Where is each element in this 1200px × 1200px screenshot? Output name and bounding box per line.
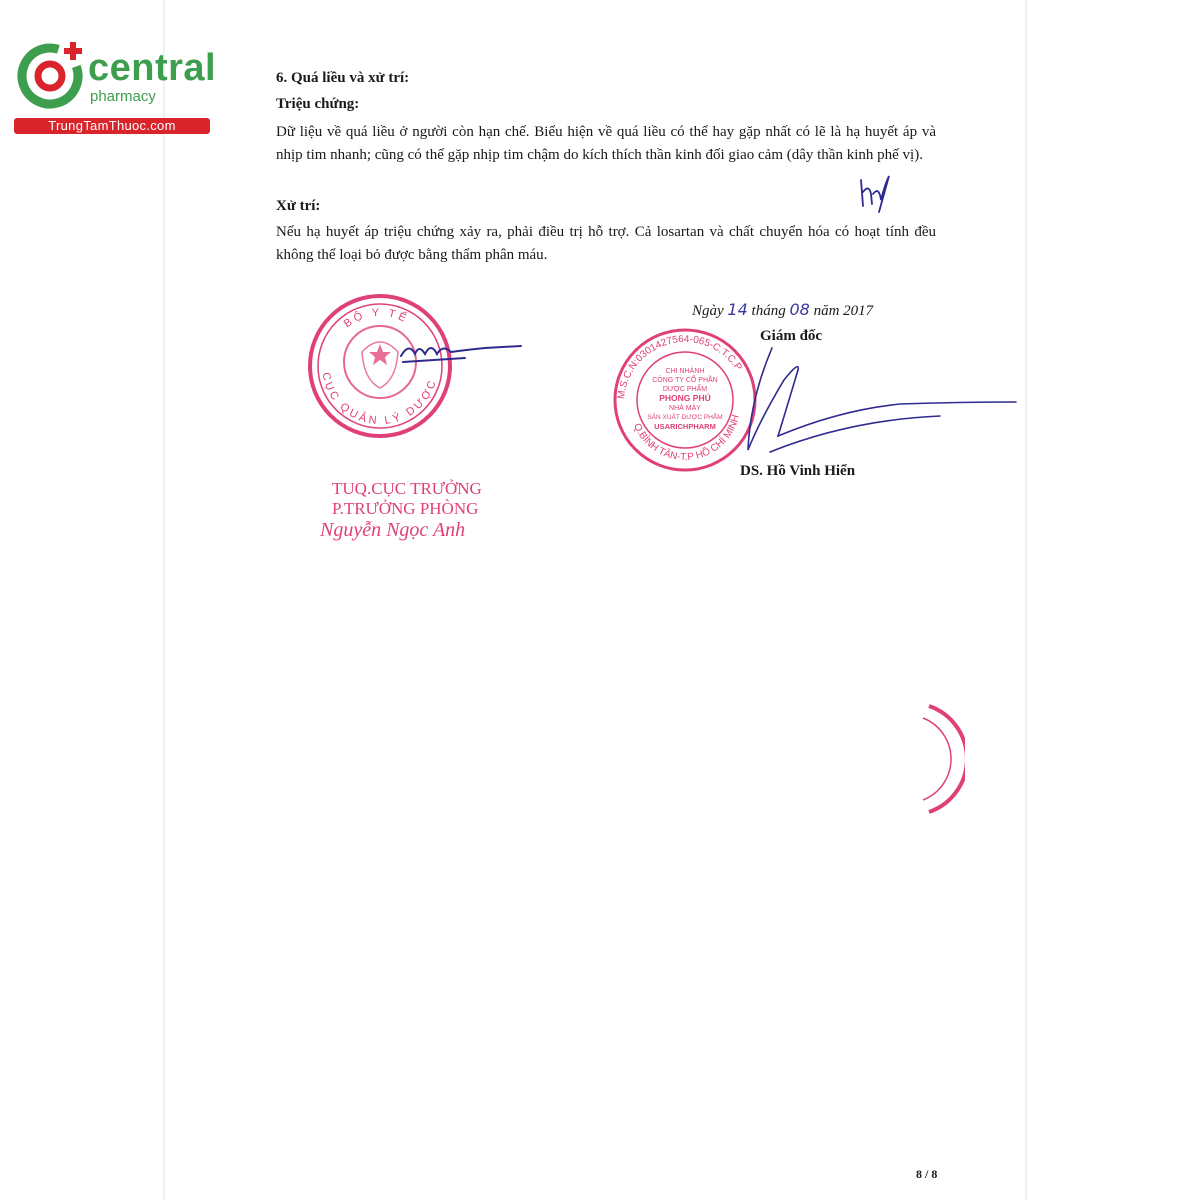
ministry-signature bbox=[395, 332, 525, 372]
company-inner-7: USARICHPHARM bbox=[654, 422, 716, 431]
ministry-line2: P.TRƯỞNG PHÒNG bbox=[332, 499, 479, 518]
svg-text:CỤC QUẢN LÝ DƯỢC bbox=[319, 371, 439, 427]
company-inner-3: DƯỢC PHẨM bbox=[662, 386, 708, 393]
page-number: 8 / 8 bbox=[916, 1167, 938, 1181]
section-heading: 6. Quá liều và xử trí: bbox=[276, 70, 410, 86]
treatment-text: Nếu hạ huyết áp triệu chứng xảy ra, phải điều trị hỗ trợ. Cả losartan và chất chuyển hóa có hoạt tính đều không thể loại bỏ được bằng thẩm phân máu. bbox=[276, 224, 936, 263]
date-year: năm 2017 bbox=[813, 303, 874, 319]
seal-bottom-text: CỤC QUẢN LÝ DƯỢC bbox=[319, 371, 440, 428]
partial-seal-edge bbox=[915, 700, 965, 820]
symptoms-text: Dữ liệu về quá liều ở người còn hạn chế. Biểu hiện về quá liều có thể hay gặp nhất có lẽ là hạ huyết áp và nhịp tim nhanh; cũng có thể gặp nhịp tim chậm do kích thích thần kinh đối giao cảm (dây thần kinh phế vị). bbox=[276, 124, 936, 163]
company-inner-1: CHI NHÁNH bbox=[665, 368, 705, 375]
date-line bbox=[692, 300, 873, 320]
symptoms-title: Triệu chứng: bbox=[276, 96, 360, 112]
treatment-title: Xử trí: bbox=[276, 198, 321, 214]
director-name: DS. Hồ Vinh Hiển bbox=[740, 463, 856, 479]
company-inner-2: CÔNG TY CỔ PHẦN bbox=[652, 377, 718, 384]
company-inner-6: SẢN XUẤT DƯỢC PHẨM bbox=[647, 414, 723, 421]
seal-top-text: BỘ Y TẾ bbox=[341, 306, 411, 331]
director-title: Giám đốc bbox=[760, 328, 823, 344]
date-month: 08 bbox=[789, 300, 810, 319]
director-signature bbox=[700, 340, 1020, 470]
date-month-word: tháng bbox=[751, 303, 786, 319]
initials-signature bbox=[855, 172, 895, 216]
logo-site[interactable]: TrungTamThuoc.com bbox=[14, 118, 210, 134]
company-ring-bottom: Q.BÌNH TÂN-T.P HỒ CHÍ MINH bbox=[631, 413, 742, 464]
date-prefix: Ngày bbox=[692, 303, 724, 319]
document-page bbox=[165, 0, 1025, 1200]
ministry-line3: Nguyễn Ngọc Anh bbox=[320, 519, 466, 541]
company-inner-5: NHÀ MÁY bbox=[669, 405, 701, 412]
ministry-line1: TUQ.CỤC TRƯỞNG bbox=[332, 479, 482, 498]
company-inner-4: PHONG PHÚ bbox=[659, 393, 711, 403]
logo-sub: pharmacy bbox=[90, 88, 156, 105]
company-ring-text: M.S.C.N:0301427564-065-C.T.C.P bbox=[616, 333, 744, 400]
logo-brand: central bbox=[88, 47, 217, 89]
date-day: 14 bbox=[727, 300, 748, 319]
